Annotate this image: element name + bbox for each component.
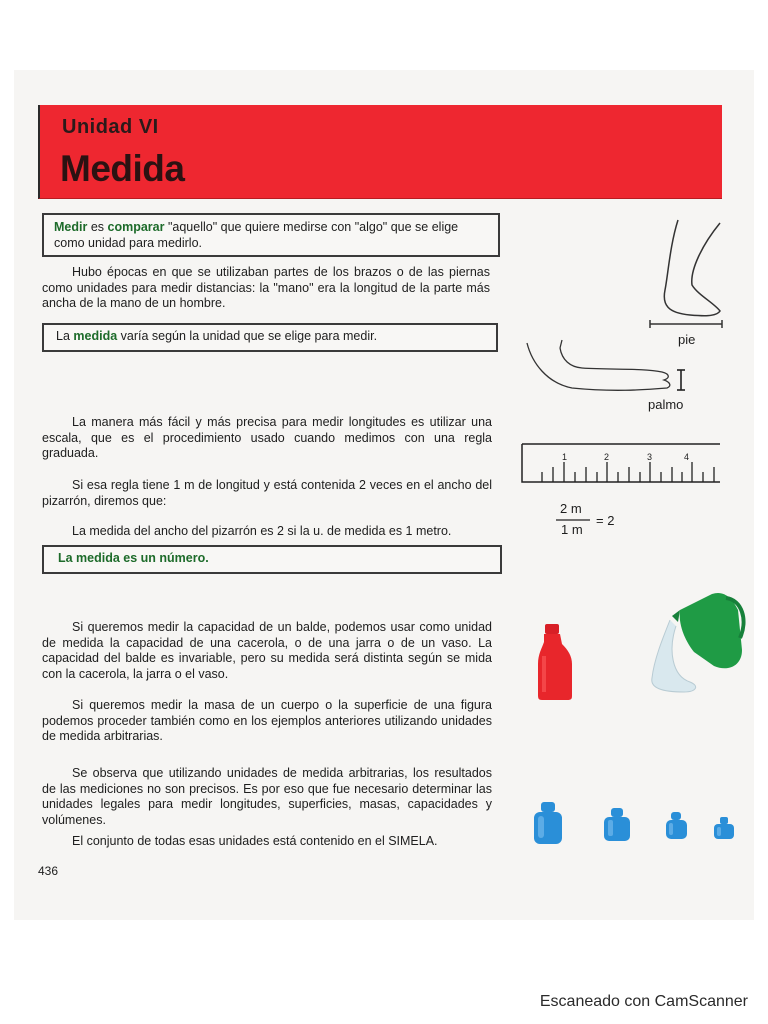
paragraph-history: Hubo épocas en que se utilizaban partes de los brazos o de las piernas como unidades para medir distancias: la "mano" era la longitud de la parte más ancha de la mano de un hombre. — [42, 265, 490, 310]
fraction-result: = 2 — [596, 513, 615, 528]
unit-label: Unidad VI — [62, 116, 159, 138]
ruler-illustration — [522, 440, 722, 485]
ruler-mark-3: 3 — [647, 452, 653, 462]
definition-text-1: es — [87, 220, 108, 234]
paragraph-capacity: Si queremos medir la capacidad de un balde, podemos usar como unidad de medida la capacidad de una cacerola, o de una jarra o de un vaso. La capacidad del balde es invariable, pero su medida será distinta según se mida con la cacerola, la jarra o el vaso. — [42, 620, 492, 681]
paragraph-scale: La manera más fácil y más precisa para medir longitudes es utilizar una escala, que es el procedimiento usado cuando medimos con una regla graduada. — [42, 415, 492, 460]
weights-illustration — [530, 798, 740, 850]
foot-illustration — [640, 215, 740, 335]
page-title: Medida — [60, 148, 185, 189]
ruler-mark-4: 4 — [684, 452, 690, 462]
bottle-illustration — [536, 622, 576, 702]
fraction-numerator: 2 m — [560, 501, 582, 516]
definition-box — [42, 213, 500, 257]
variation-text-2: varía según la unidad que se elige para medir. — [117, 329, 378, 343]
definition-text-2: "aquello" que quiere medirse con "algo" que se elige como unidad para medirlo. — [54, 220, 459, 250]
page-number: 436 — [38, 864, 59, 878]
ruler-mark-2: 2 — [604, 452, 610, 462]
variation-box — [42, 323, 498, 352]
variation-text-1: La — [56, 329, 74, 343]
label-pie: pie — [678, 332, 696, 347]
variation-term-medida: medida — [73, 329, 118, 343]
paragraph-units: Se observa que utilizando unidades de medida arbitrarias, los resultados de las mediciones no son precisos. Es por eso que fue necesario determinar las unidades legales para medir longitudes, superficies, masas, capacidades y volúmenes. — [42, 766, 492, 827]
ruler-mark-1: 1 — [562, 452, 568, 462]
fraction-denominator: 1 m — [561, 522, 583, 537]
paragraph-simela: El conjunto de todas esas unidades está contenido en el SIMELA. — [72, 834, 438, 848]
paragraph-measure: La medida del ancho del pizarrón es 2 si la u. de medida es 1 metro. — [72, 524, 452, 538]
label-palmo: palmo — [648, 397, 684, 412]
definition-term-medir: Medir — [54, 220, 88, 234]
paragraph-mass: Si queremos medir la masa de un cuerpo o la superficie de una figura podemos proceder también como en los ejemplos anteriores utilizando unidades de medida arbitrarias. — [42, 698, 492, 743]
definition-term-comparar: comparar — [107, 220, 165, 234]
jug-illustration — [632, 590, 747, 700]
number-box — [42, 545, 502, 574]
number-box-text: La medida es un número. — [58, 551, 209, 565]
scanner-watermark: Escaneado con CamScanner — [539, 993, 748, 1010]
arm-illustration — [522, 338, 697, 398]
paragraph-ruler: Si esa regla tiene 1 m de longitud y está contenida 2 veces en el ancho del pizarrón, diremos que: — [42, 478, 492, 508]
